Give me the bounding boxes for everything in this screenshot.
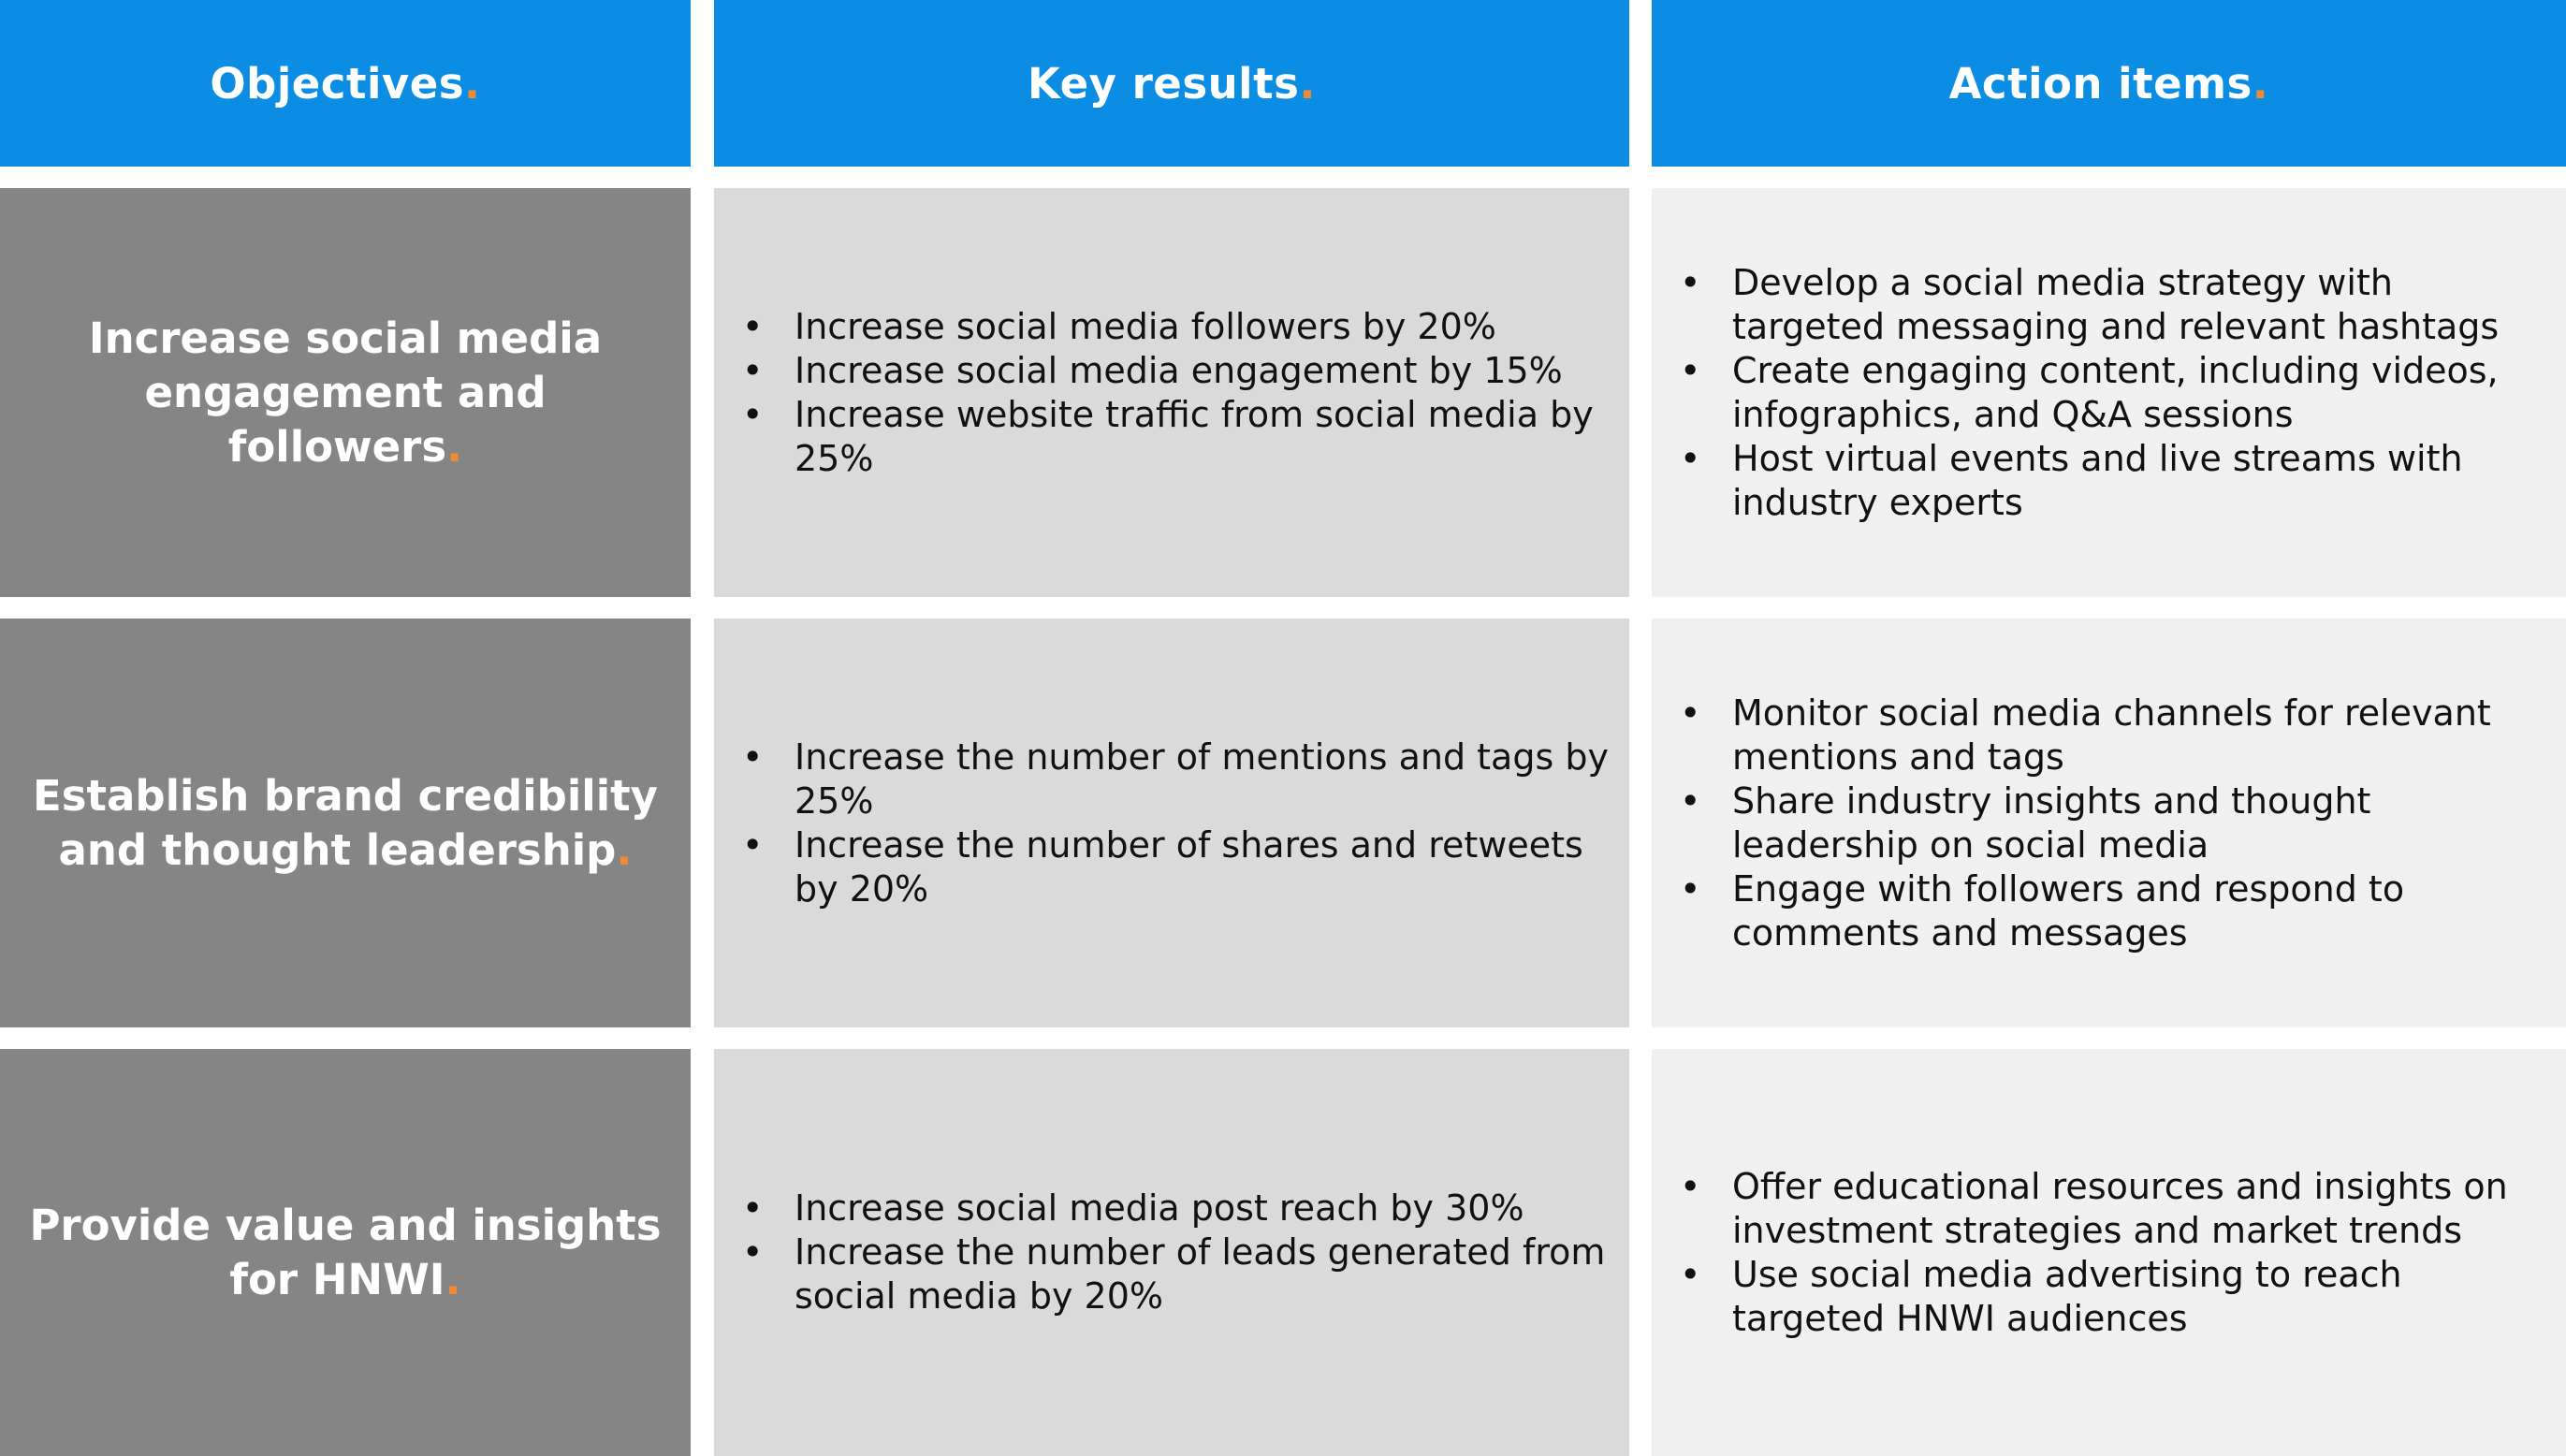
action-item: • Engage with followers and respond to comments and messages bbox=[1670, 867, 2547, 955]
objective-cell bbox=[0, 188, 691, 597]
key-result-item: • Increase the number of shares and retweets by 20% bbox=[733, 823, 1611, 911]
objective-cell bbox=[0, 1049, 691, 1456]
header-action-items-label: Action items bbox=[1948, 58, 2253, 109]
accent-dot: . bbox=[445, 1254, 461, 1304]
accent-dot: . bbox=[2252, 58, 2269, 109]
key-results-list bbox=[733, 735, 1611, 911]
action-items-list bbox=[1670, 1165, 2547, 1341]
action-items-list bbox=[1670, 261, 2547, 525]
action-items-cell bbox=[1652, 1049, 2566, 1456]
key-results-cell bbox=[714, 619, 1629, 1027]
action-item: • Develop a social media strategy with targeted messaging and relevant hashtags bbox=[1670, 261, 2547, 349]
accent-dot: . bbox=[616, 824, 633, 875]
action-item: • Share industry insights and thought leadership on social media bbox=[1670, 779, 2547, 867]
header-objectives-label: Objectives bbox=[210, 58, 465, 109]
header-action-items bbox=[1652, 0, 2566, 167]
objective-text: Increase social media engagement and followers. bbox=[88, 313, 603, 472]
key-results-cell bbox=[714, 1049, 1629, 1456]
key-result-item: • Increase the number of leads generated from social media by 20% bbox=[733, 1230, 1611, 1318]
header-key-results bbox=[714, 0, 1629, 167]
key-results-list bbox=[733, 1187, 1611, 1318]
accent-dot: . bbox=[464, 58, 481, 109]
action-item: • Create engaging content, including videos, infographics, and Q&A sessions bbox=[1670, 349, 2547, 437]
key-result-item: • Increase social media engagement by 15% bbox=[733, 349, 1611, 393]
action-item: • Monitor social media channels for relevant mentions and tags bbox=[1670, 692, 2547, 779]
objective-text: Provide value and insights for HNWI. bbox=[29, 1200, 662, 1304]
key-result-item: • Increase social media followers by 20% bbox=[733, 305, 1611, 349]
objective-text: Establish brand credibility and thought leadership. bbox=[33, 770, 658, 875]
key-result-item: • Increase website traffic from social media by 25% bbox=[733, 393, 1611, 481]
action-item: • Use social media advertising to reach targeted HNWI audiences bbox=[1670, 1253, 2547, 1341]
header-objectives bbox=[0, 0, 691, 167]
key-results-list bbox=[733, 305, 1611, 481]
action-item: • Offer educational resources and insights on investment strategies and market trends bbox=[1670, 1165, 2547, 1253]
action-items-cell bbox=[1652, 188, 2566, 597]
key-results-cell bbox=[714, 188, 1629, 597]
action-items-list bbox=[1670, 692, 2547, 955]
objective-cell bbox=[0, 619, 691, 1027]
action-item: • Host virtual events and live streams with industry experts bbox=[1670, 437, 2547, 525]
action-items-cell bbox=[1652, 619, 2566, 1027]
accent-dot: . bbox=[1299, 58, 1316, 109]
key-result-item: • Increase the number of mentions and tags by 25% bbox=[733, 735, 1611, 823]
key-result-item: • Increase social media post reach by 30% bbox=[733, 1187, 1611, 1230]
header-key-results-label: Key results bbox=[1028, 58, 1300, 109]
accent-dot: . bbox=[446, 421, 463, 472]
